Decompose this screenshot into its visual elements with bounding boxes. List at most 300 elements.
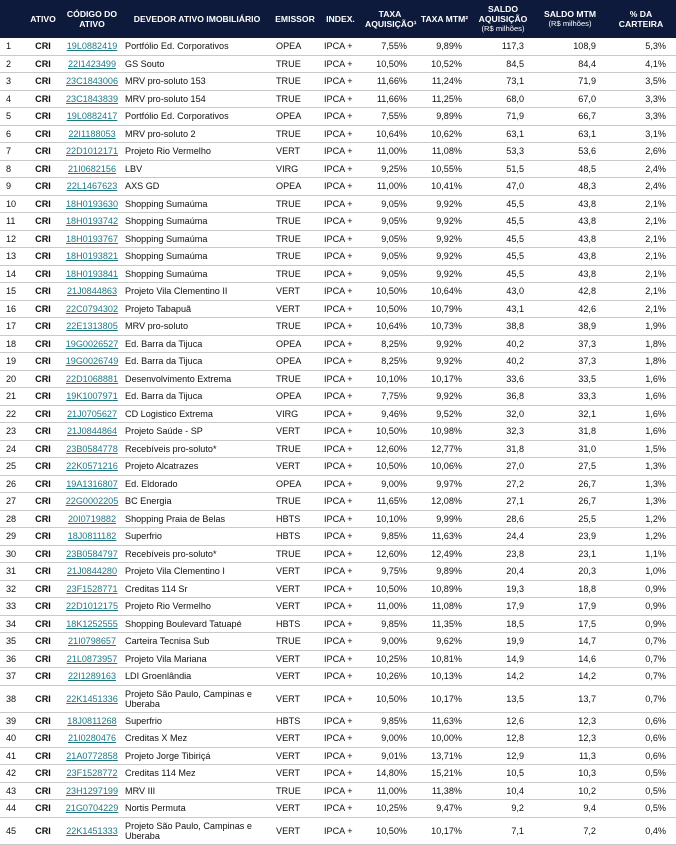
- indexador-cell: IPCA +: [318, 195, 363, 213]
- codigo-link[interactable]: 21G0704229: [65, 803, 119, 814]
- codigo-link[interactable]: 18H0193821: [65, 251, 119, 262]
- codigo-link[interactable]: 22I1289163: [67, 671, 117, 682]
- saldo-mtm-cell: 43,8: [534, 213, 606, 231]
- row-number: 38: [0, 685, 24, 712]
- devedor-cell: LBV: [122, 160, 272, 178]
- emissor-cell: VERT: [272, 423, 318, 441]
- codigo-link[interactable]: 19L0882419: [66, 41, 118, 52]
- saldo-mtm-label: SALDO MTM: [543, 9, 597, 19]
- table-row: [0, 108, 676, 126]
- saldo-mtm-cell: 26,7: [534, 475, 606, 493]
- codigo-link[interactable]: 18K1252555: [66, 618, 118, 629]
- indexador-cell: IPCA +: [318, 475, 363, 493]
- taxa-mtm-cell: 9,62%: [417, 633, 472, 651]
- saldo-aquisicao-cell: 40,2: [472, 353, 534, 371]
- codigo-cell: [62, 73, 122, 91]
- taxa-aquisicao-cell: 12,60%: [363, 545, 417, 563]
- codigo-cell: [62, 370, 122, 388]
- ativo-cell: CRI: [24, 405, 62, 423]
- codigo-link[interactable]: 23H1297199: [65, 785, 119, 796]
- pct-carteira-cell: 1,2%: [606, 528, 676, 546]
- codigo-cell: [62, 563, 122, 581]
- saldo-mtm-cell: 14,6: [534, 650, 606, 668]
- codigo-link[interactable]: 21I0798657: [67, 636, 117, 647]
- devedor-cell: Creditas 114 Sr: [122, 580, 272, 598]
- codigo-link[interactable]: 23C1843006: [65, 76, 119, 87]
- devedor-cell: GS Souto: [122, 55, 272, 73]
- row-number: 6: [0, 125, 24, 143]
- pct-carteira-cell: 2,6%: [606, 143, 676, 161]
- codigo-link[interactable]: 19G0026749: [65, 356, 119, 367]
- saldo-aquisicao-cell: 38,8: [472, 318, 534, 336]
- emissor-cell: TRUE: [272, 370, 318, 388]
- saldo-mtm-cell: 13,7: [534, 685, 606, 712]
- devedor-cell: Shopping Boulevard Tatuapé: [122, 615, 272, 633]
- codigo-cell: [62, 782, 122, 800]
- ativo-cell: CRI: [24, 730, 62, 748]
- codigo-cell: [62, 248, 122, 266]
- saldo-mtm-cell: 20,3: [534, 563, 606, 581]
- table-row: [0, 90, 676, 108]
- row-number: 26: [0, 475, 24, 493]
- devedor-cell: MRV pro-soluto 153: [122, 73, 272, 91]
- pct-carteira-cell: 0,9%: [606, 580, 676, 598]
- taxa-aquisicao-cell: 7,55%: [363, 108, 417, 126]
- saldo-aquisicao-cell: 28,6: [472, 510, 534, 528]
- row-number: 33: [0, 598, 24, 616]
- codigo-link[interactable]: 21J0844280: [66, 566, 118, 577]
- saldo-aquisicao-cell: 27,2: [472, 475, 534, 493]
- saldo-aquisicao-cell: 40,2: [472, 335, 534, 353]
- devedor-cell: Nortis Permuta: [122, 800, 272, 818]
- codigo-link[interactable]: 22G0002205: [65, 496, 119, 507]
- col-header-taxa-mtm: TAXA MTM²: [417, 0, 472, 38]
- taxa-mtm-cell: 9,47%: [417, 800, 472, 818]
- codigo-link[interactable]: 18J0811268: [67, 715, 117, 726]
- table-row: [0, 55, 676, 73]
- taxa-mtm-cell: 9,92%: [417, 353, 472, 371]
- row-number: 32: [0, 580, 24, 598]
- codigo-link[interactable]: 18H0193841: [65, 268, 119, 279]
- ativo-cell: CRI: [24, 388, 62, 406]
- taxa-aquisicao-cell: 10,25%: [363, 650, 417, 668]
- codigo-cell: [62, 213, 122, 231]
- table-row: [0, 580, 676, 598]
- saldo-mtm-cell: 38,9: [534, 318, 606, 336]
- row-number: 45: [0, 817, 24, 844]
- saldo-mtm-cell: 10,3: [534, 765, 606, 783]
- devedor-cell: Ed. Eldorado: [122, 475, 272, 493]
- devedor-cell: Superfrio: [122, 528, 272, 546]
- taxa-aquisicao-cell: 9,05%: [363, 230, 417, 248]
- codigo-link[interactable]: 21J0844864: [66, 426, 118, 437]
- indexador-cell: IPCA +: [318, 55, 363, 73]
- row-number: 25: [0, 458, 24, 476]
- codigo-cell: [62, 300, 122, 318]
- codigo-link[interactable]: 18H0193767: [65, 233, 119, 244]
- pct-carteira-cell: 1,8%: [606, 335, 676, 353]
- codigo-cell: [62, 283, 122, 301]
- emissor-cell: VERT: [272, 650, 318, 668]
- devedor-cell: Projeto Alcatrazes: [122, 458, 272, 476]
- devedor-cell: Superfrio: [122, 712, 272, 730]
- codigo-link[interactable]: 21J0705627: [66, 408, 118, 419]
- pct-carteira-cell: 1,6%: [606, 370, 676, 388]
- table-row: [0, 685, 676, 712]
- codigo-cell: [62, 633, 122, 651]
- taxa-aquisicao-cell: 11,66%: [363, 90, 417, 108]
- ativo-cell: CRI: [24, 615, 62, 633]
- table-row: [0, 475, 676, 493]
- emissor-cell: VERT: [272, 458, 318, 476]
- row-number: 27: [0, 493, 24, 511]
- saldo-aquisicao-cell: 43,1: [472, 300, 534, 318]
- saldo-mtm-cell: 23,1: [534, 545, 606, 563]
- ativo-cell: CRI: [24, 248, 62, 266]
- codigo-cell: [62, 510, 122, 528]
- indexador-cell: IPCA +: [318, 730, 363, 748]
- codigo-cell: [62, 817, 122, 844]
- table-row: [0, 178, 676, 196]
- saldo-mtm-cell: 17,9: [534, 598, 606, 616]
- emissor-cell: VERT: [272, 563, 318, 581]
- devedor-cell: Shopping Sumaúma: [122, 213, 272, 231]
- table-row: [0, 283, 676, 301]
- pct-carteira-cell: 2,1%: [606, 300, 676, 318]
- ativo-cell: CRI: [24, 633, 62, 651]
- table-row: [0, 563, 676, 581]
- taxa-mtm-cell: 9,92%: [417, 230, 472, 248]
- pct-carteira-cell: 0,7%: [606, 650, 676, 668]
- ativo-cell: CRI: [24, 230, 62, 248]
- saldo-mtm-cell: 9,4: [534, 800, 606, 818]
- taxa-aquisicao-cell: 9,05%: [363, 195, 417, 213]
- indexador-cell: IPCA +: [318, 747, 363, 765]
- codigo-link[interactable]: 21I0682156: [67, 163, 117, 174]
- taxa-aquisicao-cell: 10,50%: [363, 283, 417, 301]
- indexador-cell: IPCA +: [318, 318, 363, 336]
- ativo-cell: CRI: [24, 440, 62, 458]
- taxa-aquisicao-cell: 9,46%: [363, 405, 417, 423]
- saldo-mtm-cell: 17,5: [534, 615, 606, 633]
- codigo-link[interactable]: 19G0026527: [65, 338, 119, 349]
- indexador-cell: IPCA +: [318, 782, 363, 800]
- ativo-cell: CRI: [24, 712, 62, 730]
- taxa-aquisicao-cell: 10,50%: [363, 580, 417, 598]
- pct-carteira-cell: 1,0%: [606, 563, 676, 581]
- row-number: 29: [0, 528, 24, 546]
- row-number: 9: [0, 178, 24, 196]
- emissor-cell: VERT: [272, 685, 318, 712]
- indexador-cell: IPCA +: [318, 248, 363, 266]
- row-number: 44: [0, 800, 24, 818]
- saldo-aquisicao-cell: 20,4: [472, 563, 534, 581]
- saldo-aquisicao-cell: 73,1: [472, 73, 534, 91]
- codigo-cell: [62, 230, 122, 248]
- codigo-link[interactable]: 21I0280476: [67, 733, 117, 744]
- taxa-mtm-cell: 9,99%: [417, 510, 472, 528]
- devedor-cell: Projeto Vila Clementino II: [122, 283, 272, 301]
- emissor-cell: OPEA: [272, 335, 318, 353]
- taxa-aquisicao-cell: 8,25%: [363, 353, 417, 371]
- indexador-cell: IPCA +: [318, 712, 363, 730]
- codigo-cell: [62, 90, 122, 108]
- col-header-pct-carteira: % DA CARTEIRA: [606, 0, 676, 38]
- ativo-cell: CRI: [24, 160, 62, 178]
- taxa-aquisicao-cell: 10,26%: [363, 668, 417, 686]
- saldo-aquisicao-cell: 45,5: [472, 265, 534, 283]
- taxa-mtm-cell: 10,79%: [417, 300, 472, 318]
- taxa-mtm-cell: 9,92%: [417, 265, 472, 283]
- codigo-link[interactable]: 22D1012171: [65, 146, 119, 157]
- emissor-cell: HBTS: [272, 615, 318, 633]
- row-number: 15: [0, 283, 24, 301]
- codigo-link[interactable]: 23C1843839: [65, 93, 119, 104]
- codigo-link[interactable]: 22L1467623: [66, 181, 118, 192]
- col-header-ativo: ATIVO: [24, 0, 62, 38]
- saldo-mtm-cell: 14,7: [534, 633, 606, 651]
- codigo-link[interactable]: 23F1528772: [66, 768, 118, 779]
- row-number: 19: [0, 353, 24, 371]
- codigo-cell: [62, 765, 122, 783]
- taxa-mtm-cell: 15,21%: [417, 765, 472, 783]
- devedor-cell: Projeto Vila Clementino I: [122, 563, 272, 581]
- devedor-cell: Recebíveis pro-soluto*: [122, 440, 272, 458]
- pct-carteira-cell: 2,1%: [606, 230, 676, 248]
- taxa-aquisicao-cell: 11,00%: [363, 178, 417, 196]
- emissor-cell: VERT: [272, 747, 318, 765]
- saldo-aquisicao-cell: 10,5: [472, 765, 534, 783]
- ativo-cell: CRI: [24, 747, 62, 765]
- emissor-cell: VERT: [272, 730, 318, 748]
- taxa-aquisicao-cell: 10,50%: [363, 817, 417, 844]
- codigo-cell: [62, 475, 122, 493]
- emissor-cell: HBTS: [272, 528, 318, 546]
- devedor-cell: Portfólio Ed. Corporativos: [122, 108, 272, 126]
- table-header-row: [0, 0, 676, 38]
- saldo-aquisicao-cell: 27,1: [472, 493, 534, 511]
- taxa-mtm-cell: 10,55%: [417, 160, 472, 178]
- indexador-cell: IPCA +: [318, 580, 363, 598]
- taxa-mtm-cell: 10,17%: [417, 817, 472, 844]
- saldo-mtm-cell: 18,8: [534, 580, 606, 598]
- indexador-cell: IPCA +: [318, 563, 363, 581]
- codigo-link[interactable]: 19L0882417: [66, 111, 118, 122]
- ativo-cell: CRI: [24, 528, 62, 546]
- emissor-cell: TRUE: [272, 55, 318, 73]
- pct-carteira-cell: 0,6%: [606, 730, 676, 748]
- emissor-cell: VERT: [272, 598, 318, 616]
- saldo-mtm-cell: 37,3: [534, 335, 606, 353]
- emissor-cell: TRUE: [272, 230, 318, 248]
- codigo-link[interactable]: 22I1423499: [67, 58, 117, 69]
- emissor-cell: VERT: [272, 668, 318, 686]
- pct-carteira-cell: 1,3%: [606, 475, 676, 493]
- indexador-cell: IPCA +: [318, 160, 363, 178]
- taxa-aquisicao-cell: 9,75%: [363, 563, 417, 581]
- row-number: 23: [0, 423, 24, 441]
- saldo-mtm-cell: 11,3: [534, 747, 606, 765]
- indexador-cell: IPCA +: [318, 300, 363, 318]
- emissor-cell: TRUE: [272, 318, 318, 336]
- saldo-aquisicao-cell: 13,5: [472, 685, 534, 712]
- emissor-cell: VERT: [272, 817, 318, 844]
- row-number: 7: [0, 143, 24, 161]
- pct-carteira-cell: 0,9%: [606, 615, 676, 633]
- devedor-cell: Projeto Jorge Tibiriçá: [122, 747, 272, 765]
- codigo-link[interactable]: 21J0844863: [66, 286, 118, 297]
- saldo-aquisicao-cell: 10,4: [472, 782, 534, 800]
- table-row: [0, 370, 676, 388]
- table-row: [0, 598, 676, 616]
- codigo-link[interactable]: 22I1188053: [68, 128, 116, 139]
- indexador-cell: IPCA +: [318, 405, 363, 423]
- ativo-cell: CRI: [24, 370, 62, 388]
- table-row: [0, 143, 676, 161]
- ativo-cell: CRI: [24, 668, 62, 686]
- emissor-cell: VERT: [272, 580, 318, 598]
- codigo-cell: [62, 440, 122, 458]
- row-number: 13: [0, 248, 24, 266]
- indexador-cell: IPCA +: [318, 685, 363, 712]
- row-number: 34: [0, 615, 24, 633]
- taxa-aquisicao-cell: 10,10%: [363, 370, 417, 388]
- taxa-mtm-cell: 11,24%: [417, 73, 472, 91]
- emissor-cell: TRUE: [272, 782, 318, 800]
- codigo-link[interactable]: 22K1451333: [66, 825, 118, 836]
- pct-carteira-cell: 0,5%: [606, 765, 676, 783]
- taxa-aquisicao-cell: 7,75%: [363, 388, 417, 406]
- codigo-link[interactable]: 22D1012175: [65, 601, 119, 612]
- codigo-cell: [62, 160, 122, 178]
- indexador-cell: IPCA +: [318, 598, 363, 616]
- saldo-mtm-cell: 108,9: [534, 38, 606, 55]
- codigo-cell: [62, 545, 122, 563]
- saldo-aquisicao-cell: 45,5: [472, 213, 534, 231]
- saldo-mtm-cell: 53,6: [534, 143, 606, 161]
- codigo-link[interactable]: 22E1313805: [66, 321, 118, 332]
- indexador-cell: IPCA +: [318, 178, 363, 196]
- codigo-link[interactable]: 23B0584797: [66, 548, 118, 559]
- devedor-cell: Projeto Vila Mariana: [122, 650, 272, 668]
- row-number: 16: [0, 300, 24, 318]
- indexador-cell: IPCA +: [318, 458, 363, 476]
- indexador-cell: IPCA +: [318, 423, 363, 441]
- codigo-link[interactable]: 22C0794302: [65, 303, 119, 314]
- codigo-link[interactable]: 18H0193630: [65, 198, 119, 209]
- taxa-mtm-cell: 10,17%: [417, 685, 472, 712]
- codigo-link[interactable]: 18H0193742: [65, 216, 119, 227]
- codigo-link[interactable]: 23B0584778: [66, 443, 118, 454]
- codigo-link[interactable]: 18J0811182: [67, 531, 117, 542]
- pct-carteira-cell: 1,1%: [606, 545, 676, 563]
- devedor-cell: Projeto São Paulo, Campinas e Uberaba: [122, 817, 272, 844]
- saldo-mtm-cell: 32,1: [534, 405, 606, 423]
- emissor-cell: OPEA: [272, 388, 318, 406]
- codigo-link[interactable]: 22D1068881: [65, 373, 119, 384]
- saldo-aquisicao-cell: 12,6: [472, 712, 534, 730]
- indexador-cell: IPCA +: [318, 90, 363, 108]
- saldo-mtm-cell: 12,3: [534, 730, 606, 748]
- codigo-cell: [62, 493, 122, 511]
- emissor-cell: TRUE: [272, 248, 318, 266]
- saldo-aquisicao-cell: 117,3: [472, 38, 534, 55]
- saldo-mtm-cell: 33,5: [534, 370, 606, 388]
- taxa-mtm-cell: 13,71%: [417, 747, 472, 765]
- saldo-aquisicao-cell: 12,8: [472, 730, 534, 748]
- devedor-cell: Projeto São Paulo, Campinas e Uberaba: [122, 685, 272, 712]
- pct-carteira-cell: 1,5%: [606, 440, 676, 458]
- table-row: [0, 300, 676, 318]
- taxa-mtm-cell: 10,62%: [417, 125, 472, 143]
- codigo-cell: [62, 178, 122, 196]
- emissor-cell: TRUE: [272, 440, 318, 458]
- taxa-mtm-cell: 9,89%: [417, 38, 472, 55]
- saldo-mtm-cell: 63,1: [534, 125, 606, 143]
- devedor-cell: Ed. Barra da Tijuca: [122, 353, 272, 371]
- taxa-mtm-cell: 11,63%: [417, 528, 472, 546]
- row-number: 41: [0, 747, 24, 765]
- ativo-cell: CRI: [24, 353, 62, 371]
- devedor-cell: MRV III: [122, 782, 272, 800]
- saldo-aquisicao-cell: 19,3: [472, 580, 534, 598]
- codigo-link[interactable]: 21A0772858: [66, 750, 118, 761]
- pct-carteira-cell: 4,1%: [606, 55, 676, 73]
- saldo-aquisicao-cell: 23,8: [472, 545, 534, 563]
- table-row: [0, 353, 676, 371]
- pct-carteira-cell: 0,7%: [606, 633, 676, 651]
- indexador-cell: IPCA +: [318, 335, 363, 353]
- codigo-link[interactable]: 23F1528771: [66, 583, 118, 594]
- pct-carteira-cell: 0,7%: [606, 668, 676, 686]
- taxa-mtm-cell: 12,77%: [417, 440, 472, 458]
- codigo-link[interactable]: 22K0571216: [66, 461, 118, 472]
- devedor-cell: Shopping Sumaúma: [122, 195, 272, 213]
- taxa-mtm-cell: 10,06%: [417, 458, 472, 476]
- saldo-mtm-cell: 67,0: [534, 90, 606, 108]
- emissor-cell: TRUE: [272, 633, 318, 651]
- col-header-num: [0, 0, 24, 38]
- codigo-cell: [62, 195, 122, 213]
- pct-carteira-cell: 0,6%: [606, 712, 676, 730]
- table-row: [0, 405, 676, 423]
- col-header-taxa-aquisicao: TAXA AQUISIÇÃO¹: [363, 0, 417, 38]
- codigo-link[interactable]: 21L0873957: [66, 653, 118, 664]
- codigo-link[interactable]: 20I0719882: [67, 513, 117, 524]
- devedor-cell: Recebíveis pro-soluto*: [122, 545, 272, 563]
- table-row: [0, 730, 676, 748]
- taxa-aquisicao-cell: 10,64%: [363, 125, 417, 143]
- col-header-emissor: EMISSOR: [272, 0, 318, 38]
- row-number: 31: [0, 563, 24, 581]
- indexador-cell: IPCA +: [318, 73, 363, 91]
- ativo-cell: CRI: [24, 178, 62, 196]
- table-row: [0, 528, 676, 546]
- codigo-link[interactable]: 22K1451336: [66, 693, 118, 704]
- pct-carteira-cell: 2,1%: [606, 195, 676, 213]
- ativo-cell: CRI: [24, 335, 62, 353]
- devedor-cell: AXS GD: [122, 178, 272, 196]
- pct-carteira-cell: 1,9%: [606, 318, 676, 336]
- taxa-mtm-cell: 11,08%: [417, 143, 472, 161]
- table-row: [0, 747, 676, 765]
- saldo-mtm-cell: 42,6: [534, 300, 606, 318]
- codigo-link[interactable]: 19K1007971: [66, 391, 118, 402]
- emissor-cell: OPEA: [272, 353, 318, 371]
- indexador-cell: IPCA +: [318, 370, 363, 388]
- codigo-link[interactable]: 19A1316807: [66, 478, 118, 489]
- pct-carteira-cell: 3,3%: [606, 90, 676, 108]
